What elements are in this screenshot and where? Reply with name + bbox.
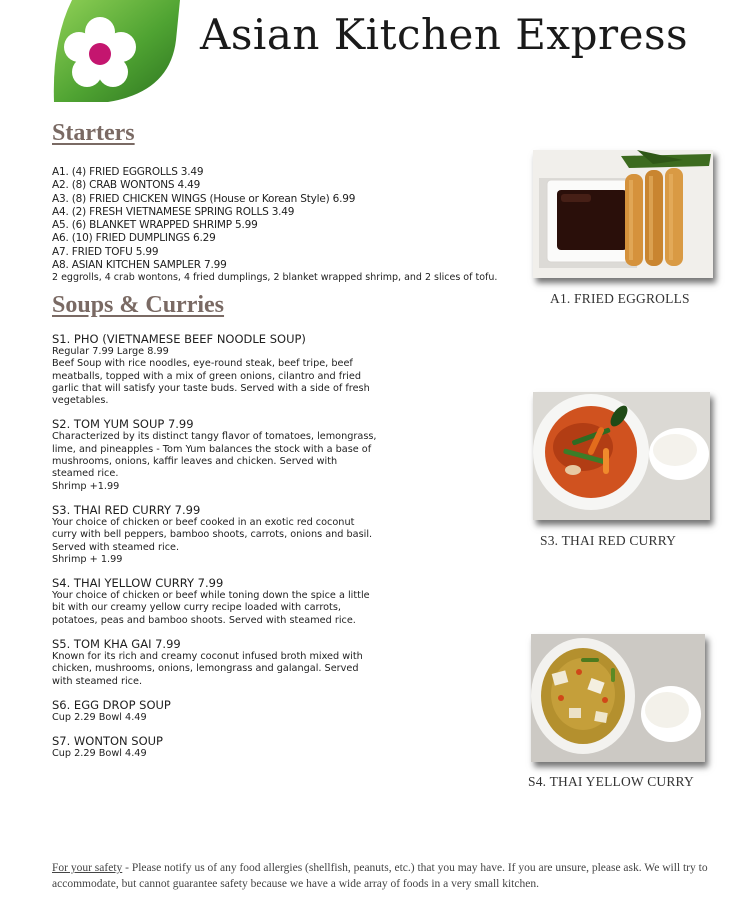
soups-heading: Soups & Curries <box>52 292 225 318</box>
soup-title: S3. THAI RED CURRY 7.99 <box>52 502 201 517</box>
soup-price: Cup 2.29 Bowl 4.49 <box>52 711 147 723</box>
soup-addon: Shrimp +1.99 <box>52 480 120 492</box>
sampler-note: 2 eggrolls, 4 crab wontons, 4 fried dumplings, 2 blanket wrapped shrimp, and 2 slices of tofu. <box>52 272 498 284</box>
soup-description: Known for its rich and creamy coconut infused broth mixed with chicken, mushrooms, onions, lemongrass and galangal. Served with steamed rice. <box>52 651 363 687</box>
yellow-curry-photo-icon <box>531 634 705 762</box>
soup-addon: Shrimp + 1.99 <box>52 553 123 565</box>
soup-title: S2. TOM YUM SOUP 7.99 <box>52 417 194 432</box>
soup-description: Characterized by its distinct tangy flavor of tomatoes, lemongrass, lime, and pineapples - Tom Yum balances the stock with a base of mushrooms, onions, kaffir leaves and chicken. Served with steamed rice. <box>52 431 377 480</box>
soup-item <box>52 576 382 627</box>
soup-item <box>52 332 382 407</box>
soup-title: S7. WONTON SOUP <box>52 734 163 749</box>
soup-description: Beef Soup with rice noodles, eye-round steak, beef tripe, beef meatballs, topped with a mix of green onions, cilantro and fried garlic that will satisfy your taste buds. Served with a side of fresh vegetables. <box>52 358 370 407</box>
restaurant-logo <box>52 0 182 104</box>
soup-item <box>52 503 382 566</box>
soups-list <box>52 332 382 771</box>
eggrolls-photo-icon <box>533 150 713 278</box>
soup-title: S5. TOM KHA GAI 7.99 <box>52 637 181 652</box>
soup-item <box>52 417 382 492</box>
starter-item: A5. (6) BLANKET WRAPPED SHRIMP 5.99 <box>52 219 258 232</box>
starters-heading: Starters <box>52 120 135 146</box>
yellow-curry-caption: S4. THAI YELLOW CURRY <box>528 774 694 789</box>
starter-item: A8. ASIAN KITCHEN SAMPLER 7.99 <box>52 259 227 272</box>
starter-item: A6. (10) FRIED DUMPLINGS 6.29 <box>52 232 216 245</box>
starter-item: A2. (8) CRAB WONTONS 4.49 <box>52 179 201 192</box>
soup-title: S1. PHO (VIETNAMESE BEEF NOODLE SOUP) <box>52 332 306 346</box>
eggrolls-photo <box>533 150 713 278</box>
red-curry-caption: S3. THAI RED CURRY <box>540 533 677 548</box>
red-curry-photo <box>533 392 710 520</box>
yellow-curry-photo <box>531 634 705 762</box>
starter-item: A7. FRIED TOFU 5.99 <box>52 245 159 258</box>
soup-description: Your choice of chicken or beef cooked in an exotic red coconut curry with bell peppers, bamboo shoots, carrots, onions and basil. Served with steamed rice. <box>52 516 373 553</box>
starter-item: A1. (4) FRIED EGGROLLS 3.49 <box>52 166 204 178</box>
soup-item <box>52 698 382 724</box>
allergy-notice-text: - Please notify us of any food allergies (shellfish, peanuts, etc.) that you may have. If you are unsure, please ask. We will try to accommodate, but cannot guarantee safety because we have a wide array of foods in a very small kitchen. <box>52 862 708 890</box>
soup-item <box>52 734 382 760</box>
eggrolls-caption: A1. FRIED EGGROLLS <box>550 291 690 306</box>
starters-list <box>52 166 522 284</box>
starter-item: A4. (2) FRESH VIETNAMESE SPRING ROLLS 3.49 <box>52 205 295 218</box>
soup-price: Regular 7.99 Large 8.99 <box>52 346 169 357</box>
soup-item <box>52 637 382 688</box>
allergy-notice <box>52 860 712 892</box>
restaurant-name: Asian Kitchen Express <box>200 10 689 59</box>
red-curry-photo-icon <box>533 392 710 520</box>
starter-item: A3. (8) FRIED CHICKEN WINGS (House or Korean Style) 6.99 <box>52 192 356 205</box>
soup-description: Your choice of chicken or beef while toning down the spice a little bit with our creamy yellow curry recipe loaded with carrots, potatoes, peas and bamboo shoots. Served with steamed rice. <box>52 590 370 626</box>
allergy-notice-lead: For your safety <box>52 862 123 874</box>
soup-title: S6. EGG DROP SOUP <box>52 697 171 712</box>
soup-price: Cup 2.29 Bowl 4.49 <box>52 748 147 760</box>
flower-leaf-logo-icon <box>52 0 182 104</box>
soup-title: S4. THAI YELLOW CURRY 7.99 <box>52 576 224 591</box>
